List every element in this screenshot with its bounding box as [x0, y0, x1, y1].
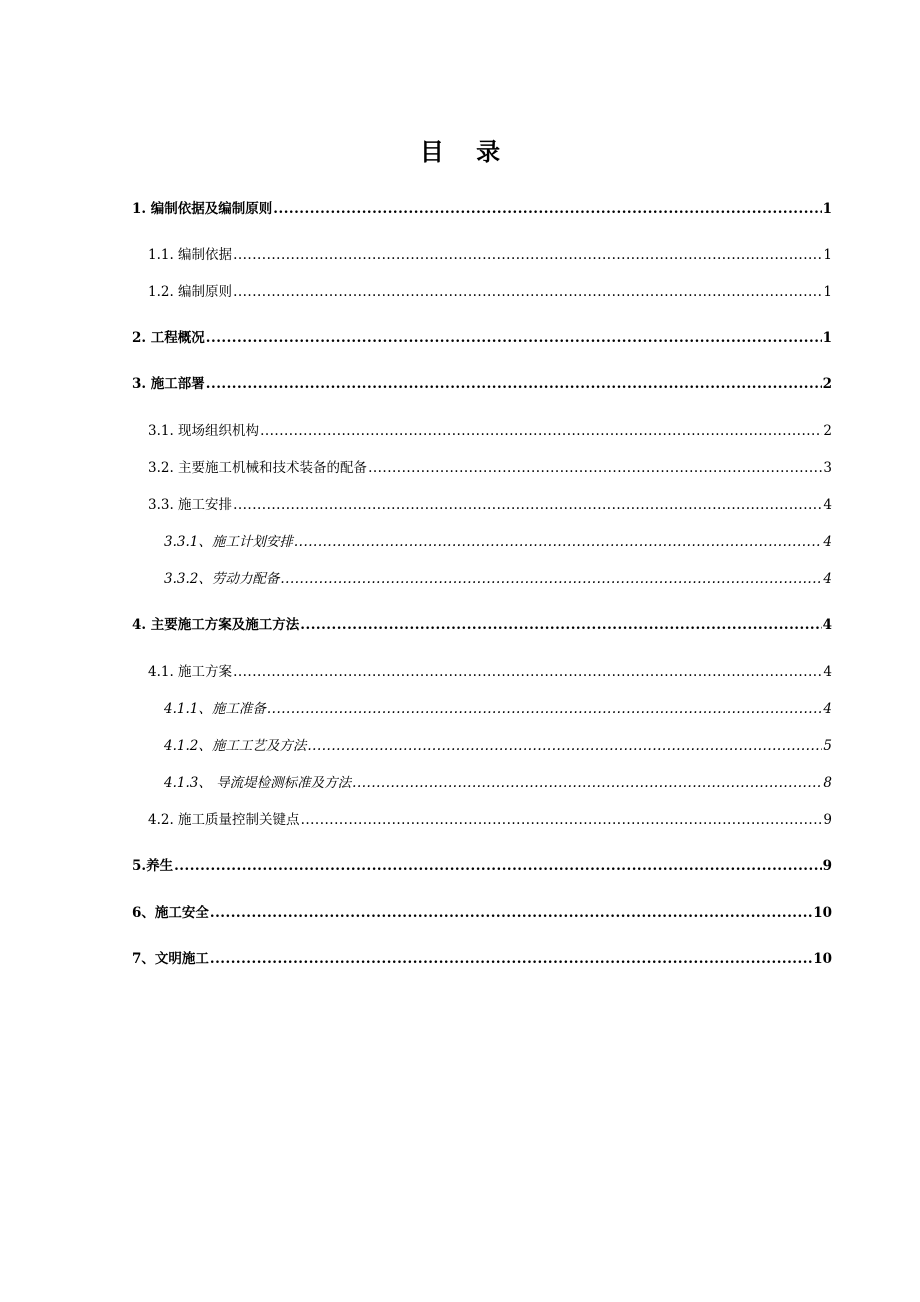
- toc-entry-label: 3.3.1、施工计划安排: [164, 534, 293, 550]
- dot-leader: [273, 201, 821, 217]
- toc-entry[interactable]: [148, 243, 832, 263]
- dot-leader: [368, 460, 822, 476]
- toc-entry-page: 9: [823, 812, 832, 828]
- toc-entry[interactable]: [164, 697, 832, 717]
- toc-entry-label: 6、施工安全: [132, 905, 209, 921]
- dot-leader: [260, 423, 822, 439]
- toc-entry-label: 1.2. 编制原则: [148, 284, 233, 300]
- dot-leader: [233, 497, 822, 513]
- toc-entry-page: 4: [823, 497, 832, 513]
- dot-leader: [233, 284, 822, 300]
- toc-entry-page: 4: [823, 664, 832, 680]
- toc-entry-label: 1. 编制依据及编制原则: [132, 201, 273, 217]
- toc-entry-page: 4: [822, 617, 832, 633]
- toc-entry-label: 4.1.1、施工准备: [164, 701, 266, 717]
- dot-leader: [301, 812, 823, 828]
- toc-entry-page: 1: [822, 330, 832, 346]
- page-title: 目 录: [419, 137, 513, 166]
- toc-entry-page: 4: [823, 571, 832, 587]
- toc-entry[interactable]: [148, 660, 832, 680]
- toc-entry-label: 3. 施工部署: [132, 376, 205, 392]
- toc-entry-label: 3.2. 主要施工机械和技术装备的配备: [148, 460, 368, 476]
- toc-entry-page: 10: [813, 905, 832, 921]
- toc-entry[interactable]: [132, 326, 832, 346]
- toc-entry-page: 2: [823, 423, 832, 439]
- dot-leader: [294, 534, 823, 550]
- dot-leader: [233, 247, 822, 263]
- toc-entry-label: 3.1. 现场组织机构: [148, 423, 260, 439]
- toc-entry-page: 4: [823, 701, 832, 717]
- toc-entry[interactable]: [132, 854, 832, 874]
- toc-entry-page: 8: [823, 775, 832, 791]
- toc-entry[interactable]: [164, 771, 832, 791]
- toc-entry-label: 3.3.2、劳动力配备: [164, 571, 280, 587]
- toc-entry-page: 5: [823, 738, 832, 754]
- toc-entry-label: 1.1. 编制依据: [148, 247, 233, 263]
- toc-entry[interactable]: [132, 372, 832, 392]
- toc-entry[interactable]: [164, 567, 832, 587]
- toc-entry[interactable]: [164, 530, 832, 550]
- toc-entry-page: 10: [813, 951, 832, 967]
- toc-entry[interactable]: [148, 493, 832, 513]
- dot-leader: [267, 701, 823, 717]
- toc-entry-label: 4.1.2、施工工艺及方法: [164, 738, 307, 754]
- dot-leader: [233, 664, 822, 680]
- toc-entry[interactable]: [132, 613, 832, 633]
- toc-entry-page: 1: [823, 247, 832, 263]
- toc-entry-label: 5.养生: [132, 858, 174, 874]
- toc-entry-page: 9: [822, 858, 832, 874]
- toc-entry[interactable]: [148, 419, 832, 439]
- toc-entry-label: 4.1.3、 导流堤检测标准及方法: [164, 775, 352, 791]
- toc-entry-label: 7、文明施工: [132, 951, 209, 967]
- toc-entry[interactable]: [148, 280, 832, 300]
- toc-entry[interactable]: [164, 734, 832, 754]
- toc-entry-label: 3.3. 施工安排: [148, 497, 233, 513]
- toc-entry-page: 4: [823, 534, 832, 550]
- dot-leader: [206, 330, 822, 346]
- toc-entry[interactable]: [132, 197, 832, 217]
- dot-leader: [352, 775, 822, 791]
- toc-entry[interactable]: [132, 947, 832, 967]
- dot-leader: [210, 905, 812, 921]
- toc-entry[interactable]: [148, 456, 832, 476]
- toc-entry-label: 4.1. 施工方案: [148, 664, 233, 680]
- dot-leader: [280, 571, 822, 587]
- dot-leader: [174, 858, 822, 874]
- toc-entry-page: 3: [823, 460, 832, 476]
- toc-entry-page: 2: [822, 376, 832, 392]
- toc-entry[interactable]: [148, 808, 832, 828]
- dot-leader: [300, 617, 821, 633]
- dot-leader: [307, 738, 822, 754]
- dot-leader: [206, 376, 822, 392]
- toc-entry-page: 1: [823, 284, 832, 300]
- dot-leader: [210, 951, 812, 967]
- toc-entry[interactable]: [132, 901, 832, 921]
- toc-entry-label: 2. 工程概况: [132, 330, 205, 346]
- toc-entry-label: 4. 主要施工方案及施工方法: [132, 617, 300, 633]
- toc-entry-label: 4.2. 施工质量控制关键点: [148, 812, 300, 828]
- toc-entry-page: 1: [822, 201, 832, 217]
